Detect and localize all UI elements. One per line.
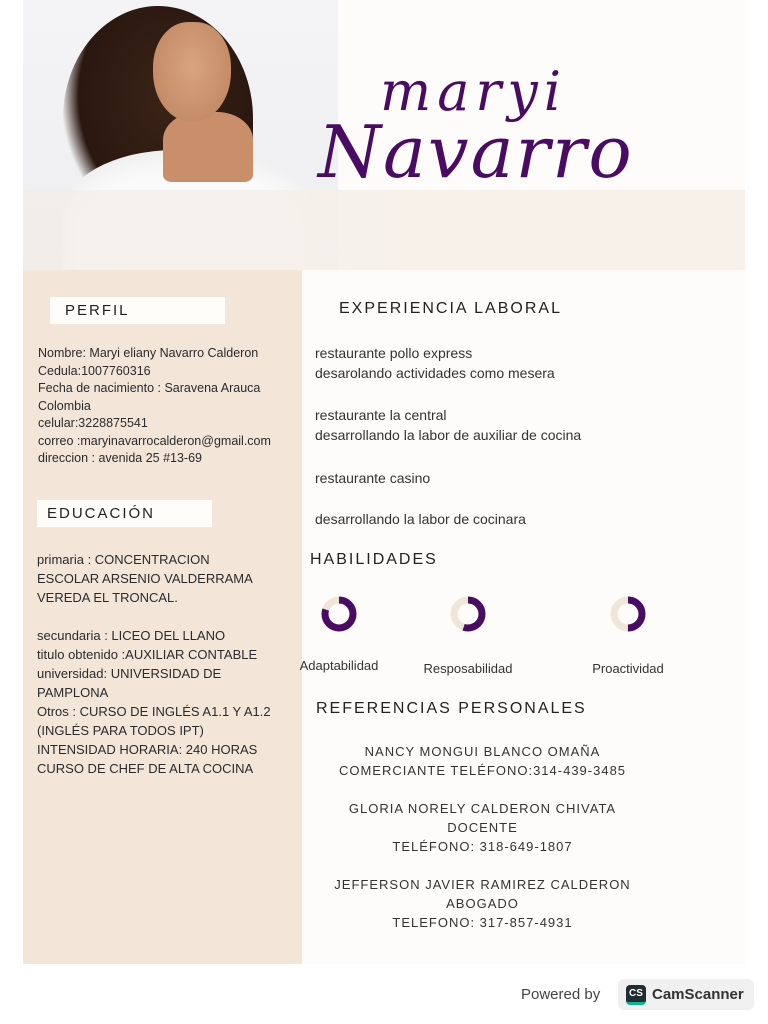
first-name: maryi [380, 60, 567, 123]
camscanner-brand-name: CamScanner [652, 986, 744, 1003]
educacion-line: PAMPLONA [37, 685, 109, 700]
skill-responsabilidad [418, 594, 518, 676]
powered-by-text: Powered by [521, 986, 601, 1003]
reference-entry [320, 742, 645, 780]
educacion-line: Otros : CURSO DE INGLÉS A1.1 Y A1.2 [37, 704, 271, 719]
reference-line: COMERCIANTE TELÉFONO:314-439-3485 [338, 763, 627, 778]
educacion-line: CURSO DE CHEF DE ALTA COCINA [37, 761, 254, 776]
camscanner-badge [618, 979, 754, 1010]
name-block [310, 50, 750, 200]
educacion-line: INTENSIDAD HORARIA: 240 HORAS [37, 742, 258, 757]
header-banner [23, 190, 745, 270]
reference-line: ABOGADO [446, 896, 519, 911]
perfil-details [38, 345, 271, 468]
educacion-line: (INGLÉS PARA TODOS IPT) [37, 723, 204, 738]
perfil-line: Nombre: Maryi eliany Navarro Calderon [38, 346, 259, 360]
skill-label: Adaptabilidad [299, 658, 379, 673]
educacion-line: ESCOLAR ARSENIO VALDERRAMA [37, 571, 253, 586]
reference-line: TELEFONO: 317-857-4931 [392, 915, 573, 930]
skill-label: Proactividad [592, 661, 664, 676]
exp-job-2-desc: desarrollando la labor de auxiliar de cocina [315, 427, 582, 443]
educacion-line: titulo obtenido :AUXILIAR CONTABLE [37, 647, 258, 662]
camscanner-logo-icon: CS [626, 985, 646, 1005]
habilidades-heading: HABILIDADES [310, 551, 438, 568]
perfil-line: Cedula:1007760316 [38, 363, 151, 378]
perfil-line: celular:3228875541 [38, 416, 148, 430]
reference-entry [320, 875, 645, 932]
educacion-line [37, 607, 271, 626]
last-name: Navarro [318, 110, 634, 194]
reference-entry [320, 799, 645, 856]
referencias-heading: REFERENCIAS PERSONALES [316, 700, 587, 717]
exp-job-1-desc: desarolando actividades como mesera [315, 365, 555, 381]
exp-job-2-title: restaurante la central [315, 407, 447, 423]
exp-job-3-title: restaurante casino [315, 470, 431, 486]
referencias-list [320, 742, 645, 951]
reference-line: DOCENTE [447, 820, 518, 835]
reference-line: GLORIA NORELY CALDERON CHIVATA [348, 801, 617, 816]
educacion-line: primaria : CONCENTRACION [37, 552, 210, 567]
educacion-line: secundaria : LICEO DEL LLANO [37, 628, 226, 643]
skill-adaptabilidad [289, 594, 389, 673]
exp-job-1-title: restaurante pollo express [315, 345, 473, 361]
educacion-line: universidad: UNIVERSIDAD DE [37, 666, 222, 681]
skill-ring [319, 594, 359, 634]
educacion-line: VEREDA EL TRONCAL. [37, 590, 178, 605]
educacion-heading: EDUCACIÓN [37, 500, 212, 527]
exp-job-3-desc: desarrollando la labor de cocinara [315, 511, 526, 527]
skill-proactividad [578, 594, 678, 676]
reference-line: NANCY MONGUI BLANCO OMAÑA [364, 744, 601, 759]
skill-ring [608, 594, 648, 634]
photo-neck [163, 112, 253, 182]
experiencia-heading: EXPERIENCIA LABORAL [339, 300, 562, 317]
reference-line: JEFFERSON JAVIER RAMIREZ CALDERON [334, 877, 631, 892]
photo-face [153, 22, 231, 122]
perfil-line: Fecha de nacimiento : Saravena Arauca [38, 381, 261, 395]
reference-line: TELÉFONO: 318-649-1807 [392, 839, 573, 854]
perfil-heading: PERFIL [50, 297, 225, 324]
perfil-line: direccion : avenida 25 #13-69 [38, 451, 203, 465]
perfil-line: correo :maryinavarrocalderon@gmail.com [38, 433, 271, 448]
educacion-details [37, 550, 271, 778]
skill-label: Resposabilidad [423, 661, 513, 676]
perfil-line: Colombia [38, 398, 91, 413]
skill-ring [448, 594, 488, 634]
